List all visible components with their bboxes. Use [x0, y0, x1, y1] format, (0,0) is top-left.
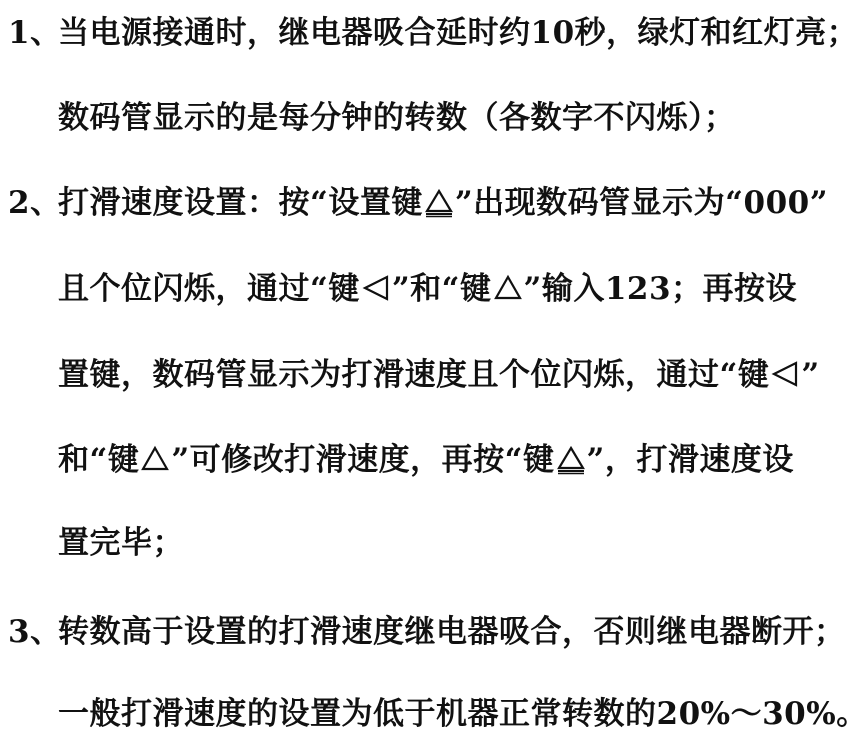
triangle-up-icon: [493, 273, 523, 303]
item-number: 1、: [8, 15, 62, 51]
triangle-up-underlined-icon: [556, 444, 586, 474]
item-2-text-1: 打滑速度设置：按“设置键 ”出现数码管显示为“000”: [58, 185, 829, 221]
item-2-text-2: 且个位闪烁，通过“键 ”和“键 ”输入123；再按设: [58, 271, 798, 307]
triangle-left-icon: [770, 359, 800, 389]
triangle-left-icon: [361, 273, 391, 303]
item-3-text-2: 一般打滑速度的设置为低于机器正常转数的20%～30%。: [58, 696, 868, 732]
triangle-up-icon: [140, 444, 170, 474]
item-1-text-2: 数码管显示的是每分钟的转数（各数字不闪烁）；: [58, 100, 736, 136]
item-number: 2、: [8, 185, 62, 221]
item-number: 3、: [8, 614, 62, 650]
item-2-text-5: 置完毕；: [58, 525, 184, 561]
item-2-text-4: 和“键 ”可修改打滑速度，再按“键 ”，打滑速度设: [58, 442, 794, 478]
item-2-text-3: 置键，数码管显示为打滑速度且个位闪烁，通过“键 ”: [58, 357, 820, 393]
item-3-text-1: 转数高于设置的打滑速度继电器吸合，否则继电器断开；: [58, 614, 846, 650]
triangle-up-underlined-icon: [424, 187, 454, 217]
item-1-text-1: 当电源接通时，继电器吸合延时约10秒，绿灯和红灯亮；: [58, 15, 859, 51]
